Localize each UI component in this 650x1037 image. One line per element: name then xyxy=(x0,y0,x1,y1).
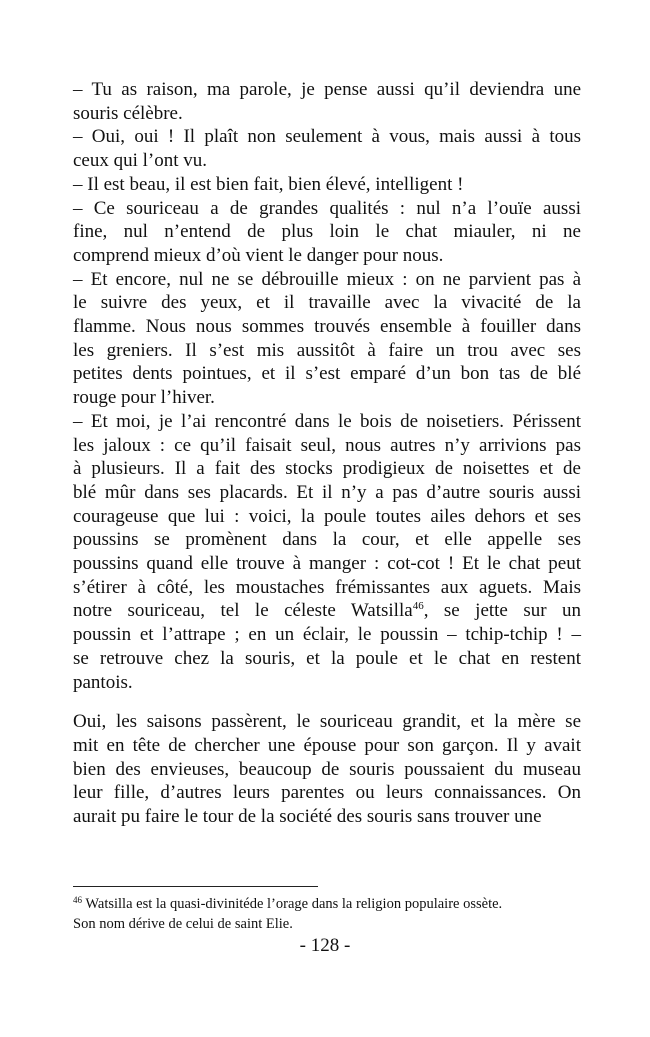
text-line: les greniers. Il s’est mis aussitôt à faire un trou avec ses xyxy=(73,339,581,361)
page-number: - 128 - xyxy=(299,935,351,956)
text-line: – Et encore, nul ne se débrouille mieux : on ne parvient pas à xyxy=(73,268,581,290)
text-line: Oui, les saisons passèrent, le souriceau grandit, et la mère se xyxy=(73,711,581,733)
text-line: souris célèbre. xyxy=(73,102,183,124)
text-line xyxy=(73,599,581,623)
footnote xyxy=(73,894,583,934)
text-line: à plusieurs. Il a fait des stocks prodigieux de noisettes et de xyxy=(73,458,581,480)
text-line: ceux qui l’ont vu. xyxy=(73,150,208,172)
text-line: pantois. xyxy=(73,671,133,693)
text-line: poussins quand elle trouve à manger : cot-cot ! Et le chat peut xyxy=(73,553,581,575)
text-line: petites dents pointues, et il s’est emparé d’un bon tas de blé xyxy=(73,363,581,385)
text-line: poussin et l’attrape ; en un éclair, le poussin – tchip-tchip ! – xyxy=(73,624,581,646)
paragraph xyxy=(73,173,581,197)
paragraph xyxy=(73,78,581,125)
paragraph xyxy=(73,710,581,829)
paragraph xyxy=(73,125,581,172)
text-line: aurait pu faire le tour de la société des souris sans trouver une xyxy=(73,806,542,828)
text-line: mit en tête de chercher une épouse pour son garçon. Il y avait xyxy=(73,734,581,756)
text-line: fine, nul n’entend de plus loin le chat miauler, ni ne xyxy=(73,221,581,243)
footnote-reference[interactable]: 46 xyxy=(412,600,424,613)
text-line: blé mûr dans ses placards. Et il n’y a pas d’autre souris aussi xyxy=(73,481,581,503)
text-line: bien des envieuses, beaucoup de souris poussaient du museau xyxy=(73,758,581,780)
text-line: s’étirer à côté, les moustaches frémissantes aux aguets. Mais xyxy=(73,576,581,598)
text-line: les jaloux : ce qu’il faisait seul, nous autres n’y arrivions pas xyxy=(73,434,581,456)
page-body xyxy=(73,78,581,829)
text-line: – Ce souriceau a de grandes qualités : nul n’a l’ouïe aussi xyxy=(73,197,581,219)
text-line: se retrouve chez la souris, et la poule et le chat en restent xyxy=(73,647,581,669)
paragraph xyxy=(73,268,581,410)
text-line: – Et moi, je l’ai rencontré dans le bois de noisetiers. Périssent xyxy=(73,410,581,432)
text-line: poussins se promènent dans la cour, et elle appelle ses xyxy=(73,529,581,551)
footnote-number: 46 xyxy=(73,895,82,905)
text-line: comprend mieux d’où vient le danger pour nous. xyxy=(73,244,444,266)
footnote-text: Watsilla est la quasi-divinitéde l’orage dans la religion populaire ossète. xyxy=(82,896,503,912)
paragraph xyxy=(73,197,581,268)
text-fragment: notre souriceau, tel le céleste Watsilla xyxy=(73,600,413,622)
text-line: rouge pour l’hiver. xyxy=(73,387,215,409)
text-fragment: , se jette sur un xyxy=(423,600,581,622)
text-line: flamme. Nous nous sommes trouvés ensemble à fouiller dans xyxy=(73,316,581,338)
text-line: – Tu as raison, ma parole, je pense aussi qu’il deviendra une xyxy=(73,79,581,100)
text-line: – Oui, oui ! Il plaît non seulement à vous, mais aussi à tous xyxy=(73,126,581,148)
text-line: le suivre des yeux, et il travaille avec la vivacité de la xyxy=(73,292,581,314)
footnote-line: Son nom dérive de celui de saint Elie. xyxy=(73,916,293,932)
text-line: – Il est beau, il est bien fait, bien élevé, intelligent ! xyxy=(73,173,464,195)
text-line: courageuse que lui : voici, la poule toutes ailes dehors et ses xyxy=(73,505,581,527)
footnote-line xyxy=(73,894,583,914)
text-line: leur fille, d’autres leurs parentes ou leurs connaissances. On xyxy=(73,782,581,804)
footnote-divider xyxy=(73,886,318,887)
paragraph xyxy=(73,410,581,694)
